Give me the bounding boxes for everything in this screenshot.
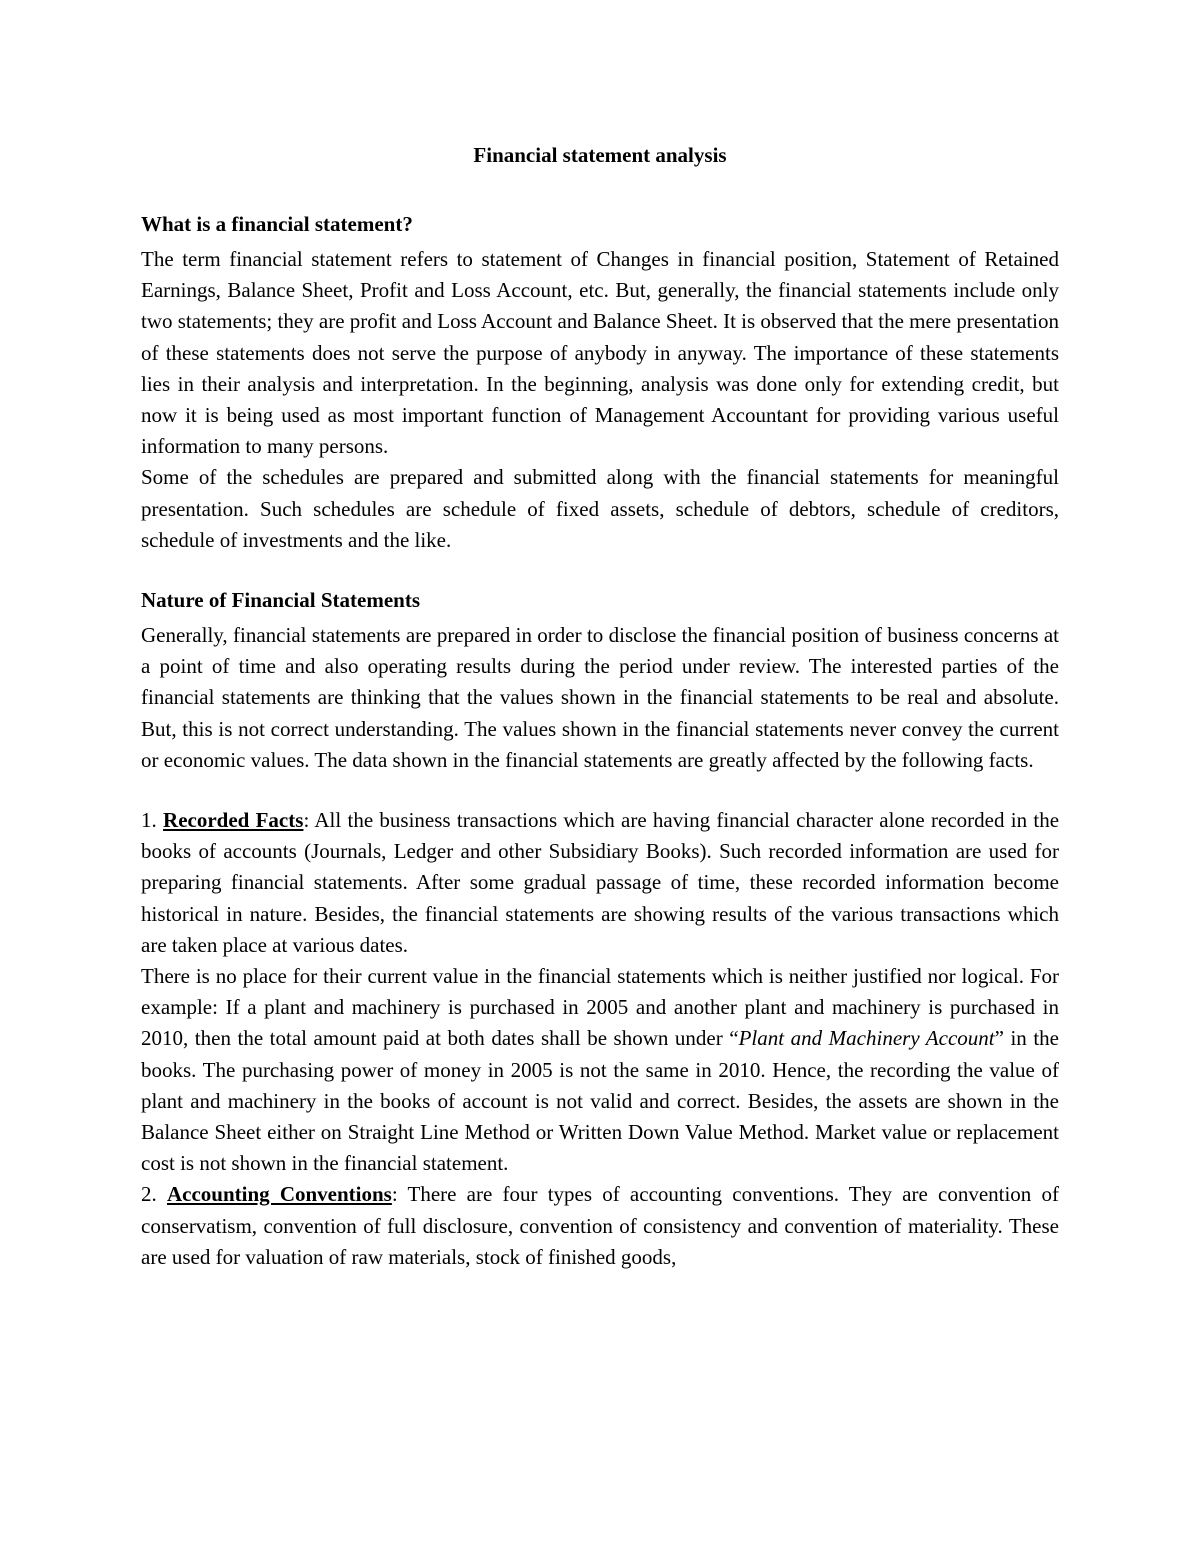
list-item-text: : There are four types of accounting conventions. They are convention of conservatism, convention of full disclosure, convention of consistency and convention of materiality. These are used for valuation of raw materials, stock of finished goods, [141,1182,1059,1269]
paragraph-text-after: ” in the books. The purchasing power of money in 2005 is not the same in 2010. Hence, the recording the value of plant and machinery in the books of account is not valid and correct. Besides, the assets are shown in the Balance Sheet either on Straight Line Method or Written Down Value Method. Market value or replacement cost is not shown in the financial statement. [141,1026,1059,1176]
paragraph-nature-intro: Generally, financial statements are prepared in order to disclose the financial position of business concerns at a point of time and also operating results during the period under review. The interested parties of the financial statements are thinking that the values shown in the financial statements to be real and absolute. But, this is not correct understanding. The values shown in the financial statements never convey the current or economic values. The data shown in the financial statements are greatly affected by the following facts. [141,623,1059,772]
document-body [141,140,1059,1273]
paragraph-current-value [141,961,1059,1179]
paragraph-text-before: There is no place for their current value in the financial statements which is neither justified nor logical. For example: If a plant and machinery is purchased in 2005 and another plant and machinery is purchased in 2010, then the total amount paid at both dates shall be shown under “ [141,964,1059,1051]
list-item-recorded-facts [141,805,1059,961]
list-item-number: 1. [141,808,157,833]
list-item-text: : All the business transactions which are having financial character alone recorded in the books of accounts (Journals, Ledger and other Subsidiary Books). Such recorded information are used for preparing financial statements. After some gradual passage of time, these recorded information become historical in nature. Besides, the financial statements are showing results of the various transactions which are taken place at various dates. [141,808,1060,957]
paragraph-schedules: Some of the schedules are prepared and submitted along with the financial statements for meaningful presentation. Such schedules are schedule of fixed assets, schedule of debtors, schedule of creditors, schedule of investments and the like. [141,465,1059,552]
paragraph-definition: The term financial statement refers to statement of Changes in financial position, Statement of Retained Earnings, Balance Sheet, Profit and Loss Account, etc. But, generally, the financial statements include only two statements; they are profit and Loss Account and Balance Sheet. It is observed that the mere presentation of these statements does not serve the purpose of anybody in anyway. The importance of these statements lies in their analysis and interpretation. In the beginning, analysis was done only for extending credit, but now it is being used as most important function of Management Accountant for providing various useful information to many persons. [141,247,1059,459]
list-item-accounting-conventions [141,1179,1059,1273]
document-title: Financial statement analysis [473,143,727,167]
section-heading-nature-of-financial-statements: Nature of Financial Statements [141,588,420,613]
italic-account-name: Plant and Machinery Account [738,1026,995,1051]
list-item-term: Recorded Facts [163,808,304,833]
section-heading-what-is-financial-statement: What is a financial statement? [141,212,413,236]
list-item-number: 2. [141,1182,157,1207]
list-item-term: Accounting Conventions [166,1182,392,1207]
